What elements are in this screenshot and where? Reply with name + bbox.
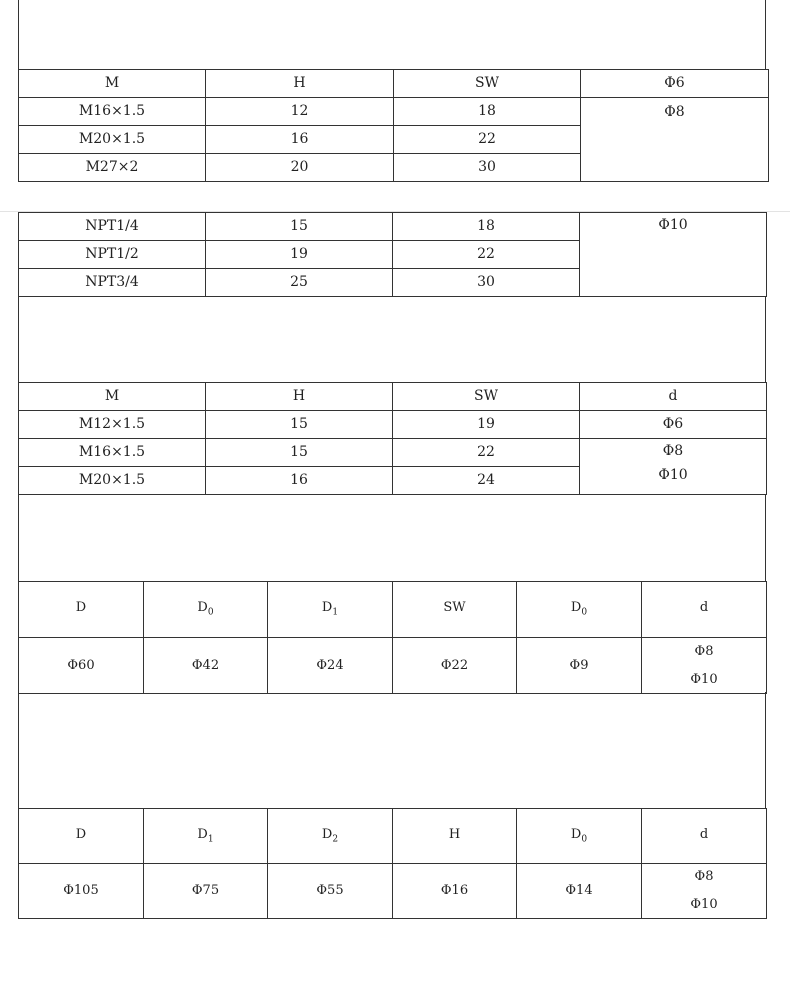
header-cell: d: [642, 809, 767, 864]
value-cell: Φ42: [144, 638, 268, 694]
cell-sw: 30: [393, 269, 580, 297]
cell-m: M20×1.5: [19, 126, 206, 154]
header-cell: $D_1$: [268, 582, 393, 638]
cell-thread: NPT1/4: [19, 213, 206, 241]
value-cell: Φ16: [393, 864, 517, 919]
cell-thread: NPT1/2: [19, 241, 206, 269]
cell-sw: 22: [393, 439, 580, 467]
table-header-row: [19, 383, 767, 411]
cell-d: Φ6: [580, 411, 767, 439]
value-cell: Φ75: [144, 864, 268, 919]
cell-sw: 18: [393, 213, 580, 241]
header-cell: d: [642, 582, 767, 638]
cell-sw: 18: [394, 98, 581, 126]
cell-sw: 19: [393, 411, 580, 439]
cell-d-stack: [580, 439, 767, 495]
table-row: [19, 638, 767, 694]
cell-m: M16×1.5: [19, 439, 206, 467]
d-value: Φ10: [690, 897, 718, 912]
value-cell: Φ55: [268, 864, 393, 919]
header-d: Φ6: [581, 70, 769, 98]
table-row: [19, 411, 767, 439]
dimension-table-5: [18, 808, 767, 919]
cell-h: 16: [206, 467, 393, 495]
d-value: Φ10: [690, 671, 718, 687]
value-cell: Φ24: [268, 638, 393, 694]
cell-d-merged: Φ10: [580, 213, 767, 297]
header-cell: $D_0$: [517, 809, 642, 864]
header-cell: D: [19, 582, 144, 638]
value-cell: Φ14: [517, 864, 642, 919]
cell-thread: NPT3/4: [19, 269, 206, 297]
header-d: d: [580, 383, 767, 411]
dimension-table-3: [18, 382, 767, 495]
header-sw: SW: [393, 383, 580, 411]
table-row: [19, 98, 769, 126]
cell-d-merged: Φ8: [581, 98, 769, 182]
d-value: Φ8: [694, 643, 714, 659]
cell-h: 25: [206, 269, 393, 297]
cell-sw: 22: [394, 126, 581, 154]
cell-d-value: Φ10: [658, 467, 688, 483]
table-header-row: [19, 582, 767, 638]
value-cell: Φ60: [19, 638, 144, 694]
value-cell: Φ105: [19, 864, 144, 919]
cell-m: M27×2: [19, 154, 206, 182]
cell-h: 16: [206, 126, 394, 154]
cell-h: 20: [206, 154, 394, 182]
header-m: M: [19, 383, 206, 411]
header-m: M: [19, 70, 206, 98]
dimension-table-1: [18, 69, 769, 182]
table-row: [19, 864, 767, 919]
header-cell: $D_0$: [517, 582, 642, 638]
cell-sw: 24: [393, 467, 580, 495]
cell-d-value: Φ8: [662, 443, 684, 459]
dimension-table-4: [18, 581, 767, 694]
cell-h: 15: [206, 213, 393, 241]
value-cell: Φ9: [517, 638, 642, 694]
header-cell: H: [393, 809, 517, 864]
cell-h: 15: [206, 411, 393, 439]
table-row: [19, 213, 767, 241]
header-cell: $D_1$: [144, 809, 268, 864]
header-h: H: [206, 383, 393, 411]
cell-h: 19: [206, 241, 393, 269]
cell-m: M16×1.5: [19, 98, 206, 126]
image-area-2: [18, 296, 766, 383]
cell-h: 15: [206, 439, 393, 467]
image-area-1: [18, 0, 766, 70]
table-header-row: [19, 809, 767, 864]
table-header-row: [19, 70, 769, 98]
image-area-4: [18, 692, 766, 809]
header-sw: SW: [394, 70, 581, 98]
d-value-cell: [642, 638, 767, 694]
value-cell: Φ22: [393, 638, 517, 694]
cell-m: M20×1.5: [19, 467, 206, 495]
cell-h: 12: [206, 98, 394, 126]
d-value-cell: [642, 864, 767, 919]
header-h: H: [206, 70, 394, 98]
header-cell: $D_0$: [144, 582, 268, 638]
d-value: Φ8: [694, 869, 714, 884]
dimension-table-2: [18, 212, 767, 297]
header-cell: $D_2$: [268, 809, 393, 864]
header-cell: D: [19, 809, 144, 864]
image-area-3: [18, 494, 766, 582]
cell-sw: 30: [394, 154, 581, 182]
cell-m: M12×1.5: [19, 411, 206, 439]
cell-sw: 22: [393, 241, 580, 269]
table-row: [19, 439, 767, 467]
header-cell: SW: [393, 582, 517, 638]
